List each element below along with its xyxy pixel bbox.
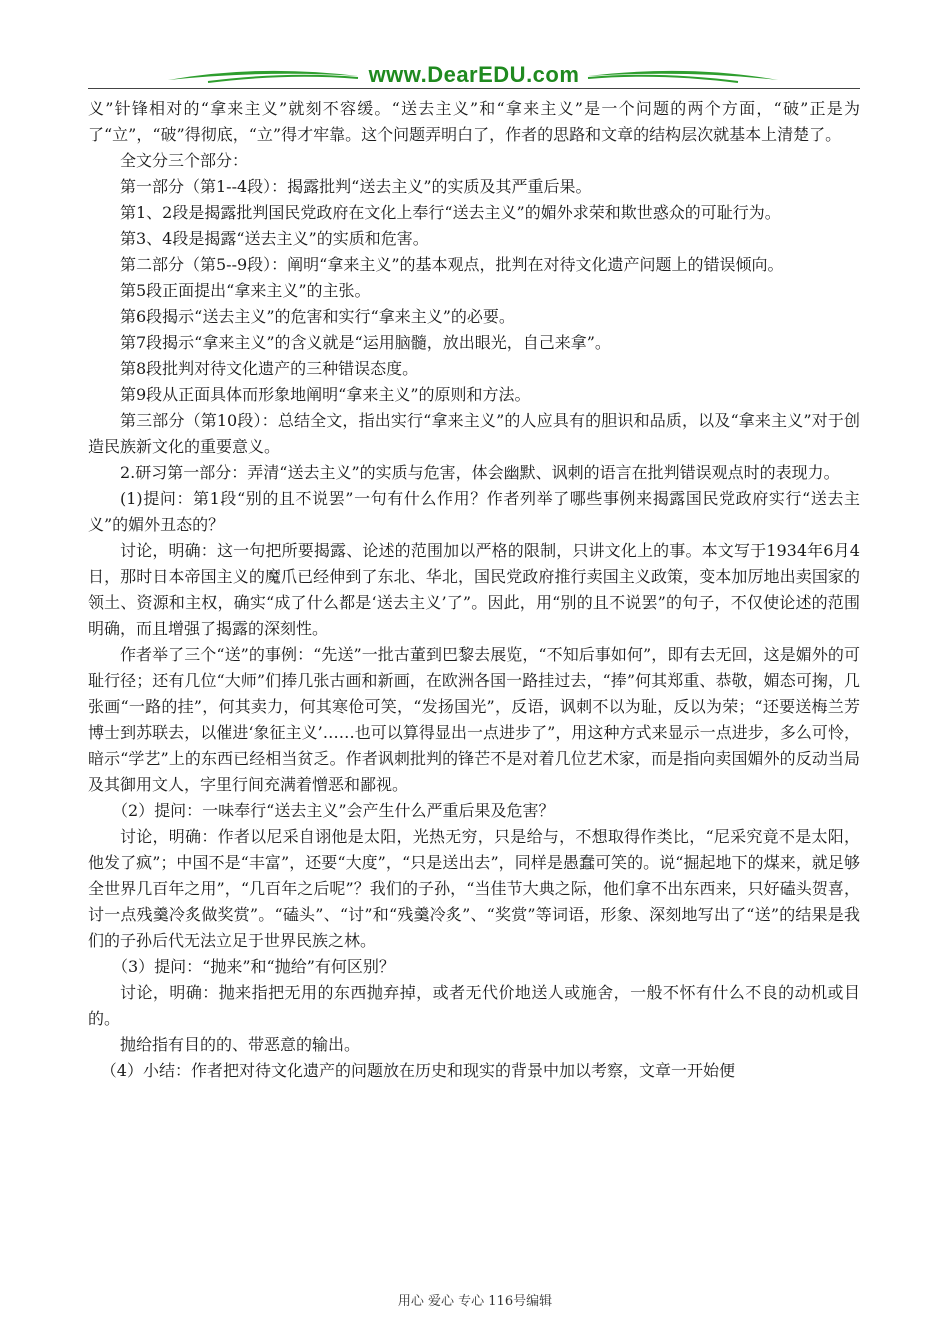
paragraph: 义”针锋相对的“拿来主义”就刻不容缓。“送去主义”和“拿来主义”是一个问题的两个方面，“破”正是为了“立”，“破”得彻底，“立”得才牢靠。这个问题弄明白了，作者的思路和文章的结构层次就基本上清楚了。 [88,99,860,144]
site-brand: www.DearEDU.com [368,62,580,87]
paragraph: 第3、4段是揭露“送去主义”的实质和危害。 [120,229,429,248]
paragraph: 第7段揭示“拿来主义”的含义就是“运用脑髓，放出眼光，自己来拿”。 [120,333,611,352]
paragraph: 第6段揭示“送去主义”的危害和实行“拿来主义”的必要。 [120,307,515,326]
paragraph: 第8段批判对待文化遗产的三种错误态度。 [120,359,419,378]
paragraph: 全文分三个部分： [120,151,249,170]
paragraph: （2）提问：一味奉行“送去主义”会产生什么严重后果及危害？ [112,801,555,820]
paragraph: 第9段从正面具体而形象地阐明“拿来主义”的原则和方法。 [120,385,531,404]
paragraph: (1)提问：第1段“别的且不说罢”一句有什么作用？作者列举了哪些事例来揭露国民党政府实行“送去主义”的媚外丑态的？ [88,489,860,534]
paragraph: 抛给指有目的的、带恶意的输出。 [120,1035,361,1054]
page-footer: 用心 爱心 专心 116号编辑 [397,1294,553,1309]
paragraph: 第1、2段是揭露批判国民党政府在文化上奉行“送去主义”的媚外求荣和欺世惑众的可耻行为。 [120,203,781,222]
paragraph: 第三部分（第10段）：总结全文，指出实行“拿来主义”的人应具有的胆识和品质，以及“拿来主义”对于创造民族新文化的重要意义。 [88,411,860,456]
paragraph: 讨论，明确：抛来指把无用的东西抛弃掉，或者无代价地送人或施舍，一般不怀有什么不良的动机或目的。 [88,983,860,1028]
paragraph: 第一部分（第1--4段）：揭露批判“送去主义”的实质及其严重后果。 [120,177,592,196]
header-rule [88,88,860,89]
paragraph: 第5段正面提出“拿来主义”的主张。 [120,281,371,300]
document-body [88,96,860,1084]
paragraph: 讨论，明确：作者以尼采自诩他是太阳，光热无穷，只是给与，不想取得作类比，“尼采究竟不是太阳，他发了疯”；中国不是“丰富”，还要“大度”，“只是送出去”，同样是愚蠢可笑的。说“掘起地下的煤来，就足够全世界几百年之用”，“几百年之后呢”？我们的子孙，“当佳节大典之际，他们拿不出东西来，只好磕头贺喜，讨一点残羹冷炙做奖赏”。“磕头”、“讨”和“残羹冷炙”、“奖赏”等词语，形象、深刻地写出了“送”的结果是我们的子孙后代无法立足于世界民族之林。 [88,827,860,950]
paragraph: 第二部分（第5--9段）：阐明“拿来主义”的基本观点，批判在对待文化遗产问题上的错误倾向。 [120,255,784,274]
page-header [88,58,860,92]
paragraph: （4）小结：作者把对待文化遗产的问题放在历史和现实的背景中加以考察，文章一开始便 [100,1061,735,1080]
paragraph: 2.研习第一部分：弄清“送去主义”的实质与危害，体会幽默、讽刺的语言在批判错误观点时的表现力。 [120,463,840,482]
paragraph: （3）提问：“抛来”和“抛给”有何区别？ [112,957,395,976]
paragraph: 讨论，明确：这一句把所要揭露、论述的范围加以严格的限制，只讲文化上的事。本文写于1934年6月4日，那时日本帝国主义的魔爪已经伸到了东北、华北，国民党政府推行卖国主义政策，变本加厉地出卖国家的领土、资源和主权，确实“成了什么都是‘送去主义’了”。因此，用“别的且不说罢”的句子，不仅使论述的范围明确，而且增强了揭露的深刻性。 [88,541,860,638]
paragraph: 作者举了三个“送”的事例：“先送”一批古董到巴黎去展览，“不知后事如何”，即有去无回，这是媚外的可耻行径；还有几位“大师”们捧几张古画和新画，在欧洲各国一路挂过去，“捧”何其郑重、恭敬，媚态可掬，几张画“一路的挂”，何其卖力，何其寒伧可笑，“发扬国光”，反语，讽刺不以为耻，反以为荣；“还要送梅兰芳博士到苏联去，以催进‘象征主义’……也可以算得显出一点进步了”，用这种方式来显示一点进步，多么可怜，暗示“学艺”上的东西已经相当贫乏。作者讽刺批判的锋芒不是对着几位艺术家，而是指向卖国媚外的反动当局及其御用文人，字里行间充满着憎恶和鄙视。 [88,645,860,794]
